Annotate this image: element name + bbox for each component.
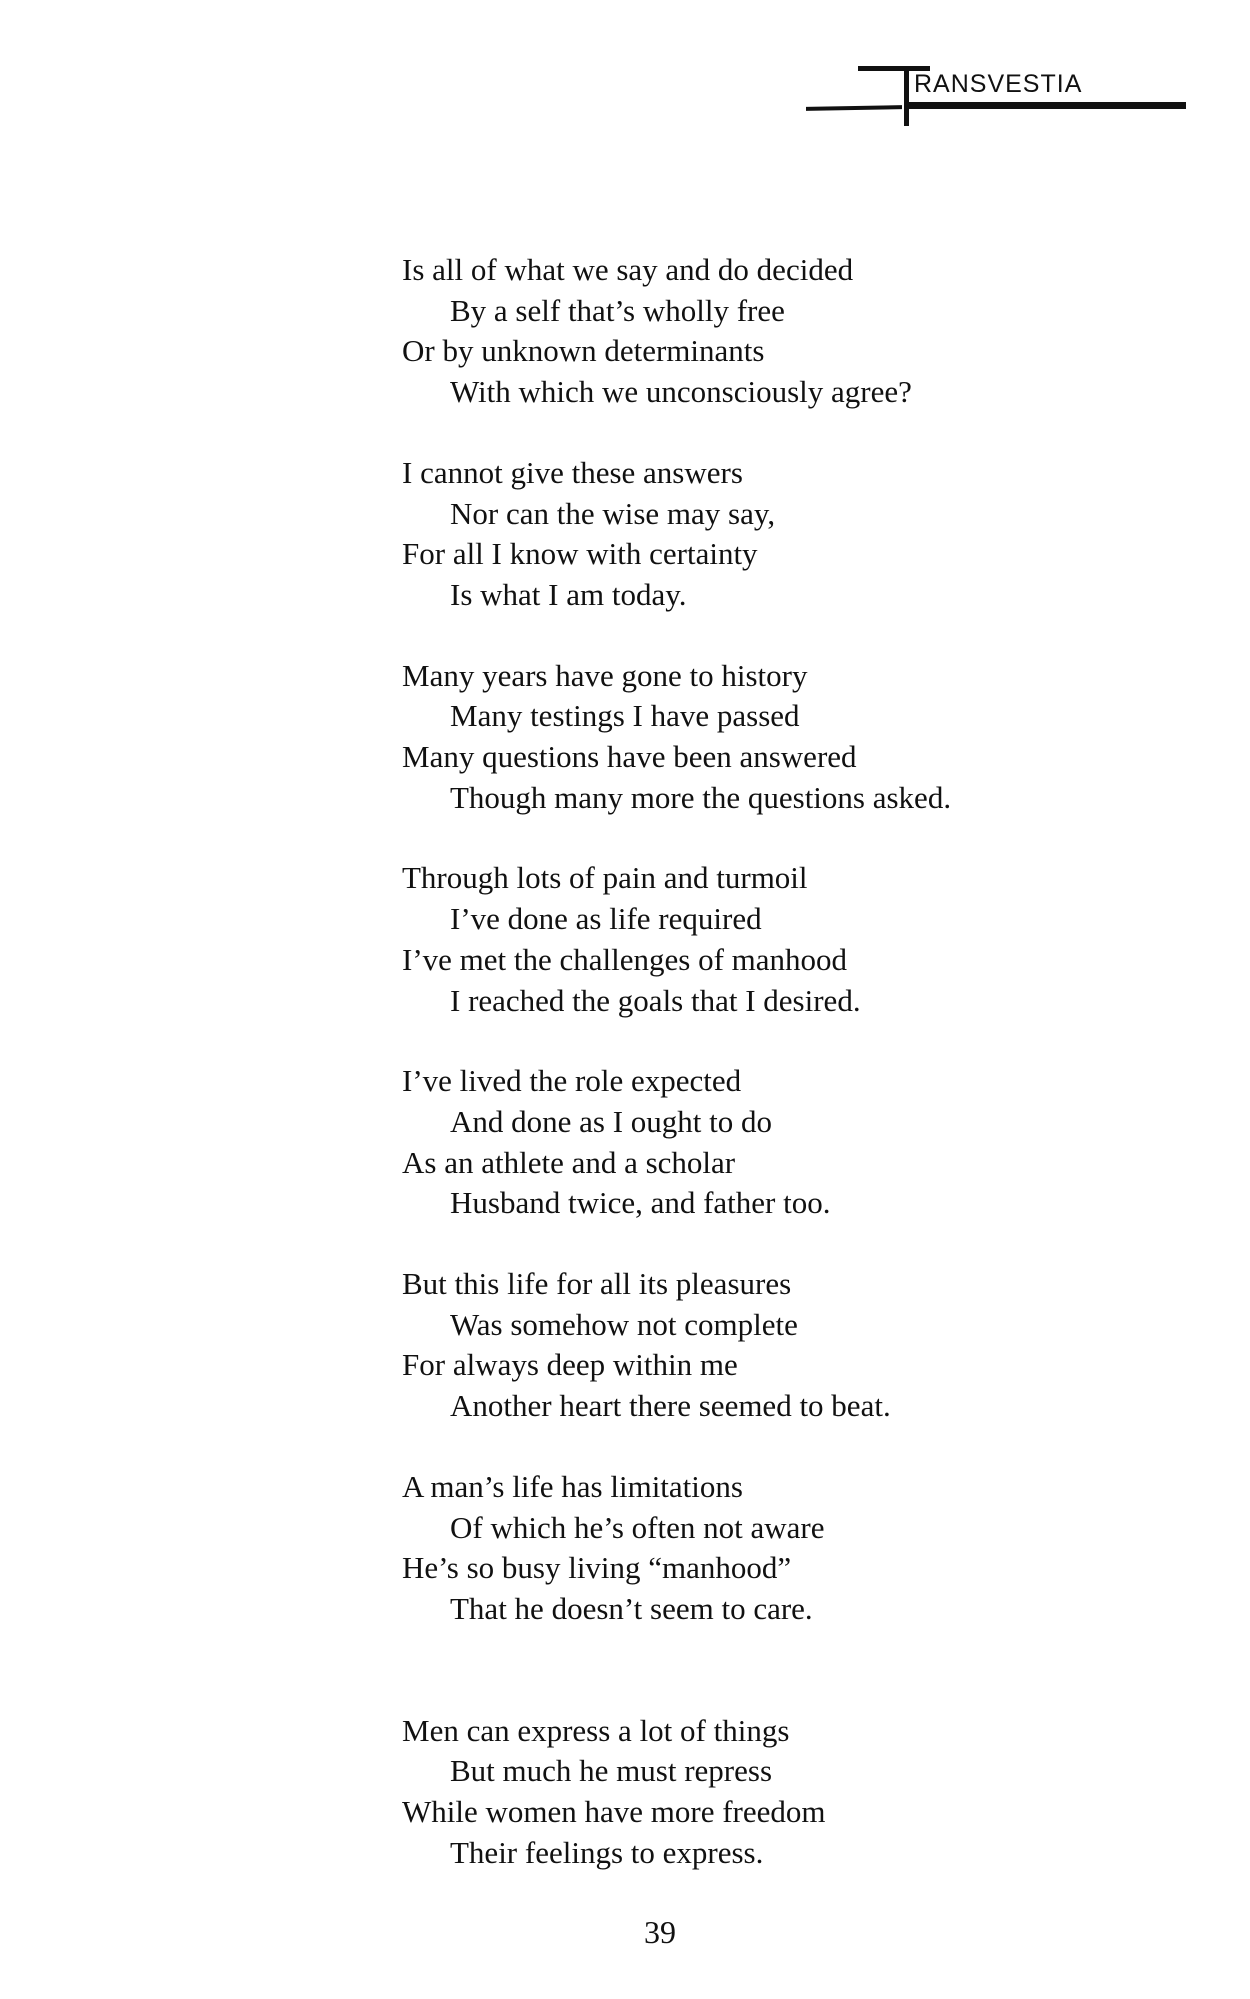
poem-line-indented: Of which he’s often not aware [450, 1509, 825, 1545]
stanza-2 [402, 453, 1162, 616]
poem-line: Is all of what we say and do decided [402, 252, 854, 287]
header-rule-left [806, 105, 902, 111]
poem-line-indented: Husband twice, and father too. [450, 1185, 831, 1221]
header-initial-t-stem [904, 66, 909, 126]
poem-line: Men can express a lot of things [402, 1712, 790, 1748]
stanza-6 [402, 1264, 1162, 1427]
poem-line: For all I know with certainty [402, 536, 758, 572]
stanza-8 [402, 1711, 1162, 1874]
poem-line: As an athlete and a scholar [402, 1144, 736, 1180]
stanza-3 [402, 656, 1162, 819]
poem-line-indented: Was somehow not complete [450, 1306, 798, 1342]
page-number: 39 [644, 1914, 676, 1950]
poem-line-indented: Another heart there seemed to beat. [450, 1388, 891, 1424]
poem-line-indented: I’ve done as life required [450, 901, 762, 937]
header-title: RANSVESTIA [914, 70, 1083, 98]
poem-line-indented: Nor can the wise may say, [450, 495, 776, 531]
poem-line-indented: By a self that’s wholly free [450, 292, 785, 328]
poem-line: Or by unknown determinants [402, 333, 765, 369]
poem-line: Through lots of pain and turmoil [402, 860, 808, 896]
poem-line: I’ve met the challenges of manhood [402, 941, 848, 977]
poem-line: He’s so busy living “manhood” [402, 1550, 792, 1586]
poem-line-indented: Is what I am today. [450, 576, 687, 612]
poem-line: While women have more freedom [402, 1794, 826, 1830]
poem-line: I cannot give these answers [402, 454, 743, 490]
poem-line-indented: Though many more the questions asked. [450, 779, 952, 815]
poem-line-indented: Many testings I have passed [450, 698, 800, 734]
poem-line: I’ve lived the role expected [402, 1063, 742, 1099]
poem-line-indented: But much he must repress [450, 1753, 773, 1789]
poem-line: A man’s life has limitations [402, 1468, 743, 1504]
poem-line-indented: And done as I ought to do [450, 1103, 773, 1139]
poem-line: But this life for all its pleasures [402, 1266, 792, 1302]
poem-line: Many questions have been answered [402, 739, 857, 775]
header-rule-right [906, 102, 1186, 109]
poem-line-indented: With which we unconsciously agree? [450, 374, 912, 410]
poem [402, 250, 1162, 1914]
stanza-5 [402, 1061, 1162, 1224]
poem-line-indented: I reached the goals that I desired. [450, 982, 861, 1018]
poem-line-indented: Their feelings to express. [450, 1834, 764, 1870]
poem-line: Many years have gone to history [402, 657, 808, 693]
stanza-4 [402, 858, 1162, 1021]
stanza-7 [402, 1467, 1162, 1630]
poem-line: For always deep within me [402, 1347, 738, 1383]
stanza-1 [402, 250, 1162, 413]
poem-line-indented: That he doesn’t seem to care. [450, 1590, 813, 1626]
running-header [806, 62, 1186, 132]
